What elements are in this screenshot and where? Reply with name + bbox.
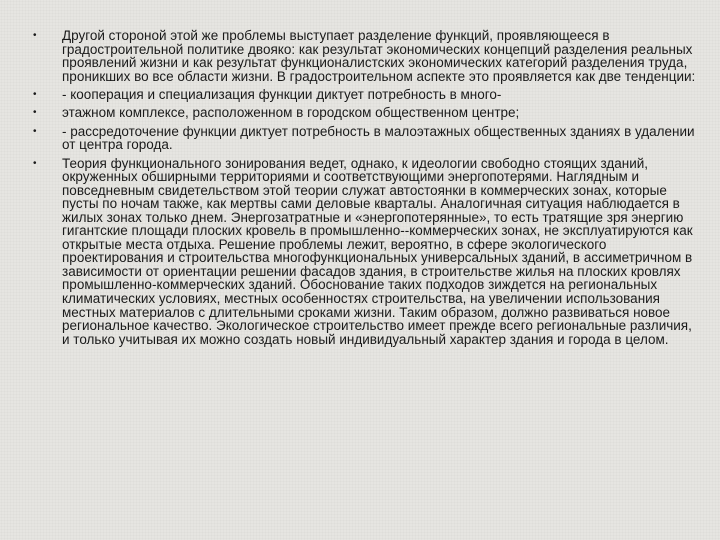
bullet-text: Другой стороной этой же проблемы выступает разделение функций, проявляющееся в градостроительной политике двояко: как результат экономических концепций разделения реальных проявлений жизни и как результат функционалистских экономических категорий разделения труда, проникших во все области жизни. В градостроительном аспекте это проявляется как две тенденции: — [62, 28, 696, 84]
bullet-text: Теория функционального зонирования ведет, однако, к идеологии свободно стоящих зданий, окруженных обширными территориями и соответствующими энергопотерями. Наглядным и повседневным свидетельством этой теории служат автостоянки в коммерческих зонах, которые пусты по ночам также, как мертвы сами деловые кварталы. Аналогичная ситуация наблюдается в жилых зонах только днем. Энергозатратные и «энергопотерянные», то есть тратящие зря энергию гигантские площади плоских кровель в промышленно--коммерческих зонах, не эксплуатируются как открытые места отдыха. Решение проблемы лежит, вероятно, в сфере экологического проектирования и строительства многофункциональных универсальных зданий, в ассиметричном в зависимости от ориентации решении фасадов здания, в строительстве жилья на плоских кровлях промышленно-коммерческих зданий. Обоснование таких подходов зиждется на региональных климатических условиях, местных особенностях строительства, на увеличении использования местных материалов с длительными сроками жизни. Таким образом, должно развиваться новое региональное качество. Экологическое строительство имеет прежде всего региональные различия, и только учитывая их можно создать новый индивидуальный характер здания и города в целом. — [62, 155, 693, 347]
bullet-icon: • — [33, 157, 37, 169]
bullet-item — [26, 29, 696, 83]
bullet-text: этажном комплексе, расположенном в городском общественном центре; — [62, 105, 520, 121]
bullet-text: - рассредоточение функции диктует потребность в малоэтажных общественных зданиях в удалении от центра города. — [62, 123, 695, 153]
bullet-icon: • — [33, 125, 37, 137]
bullet-list — [26, 29, 696, 351]
bullet-icon: • — [33, 30, 37, 41]
bullet-text: - кооперация и специализация функции диктует потребность в много- — [62, 86, 502, 102]
bullet-item — [26, 157, 696, 347]
bullet-icon: • — [33, 107, 37, 119]
bullet-item — [26, 106, 696, 120]
bullet-item — [26, 125, 696, 152]
bullet-icon: • — [33, 88, 37, 100]
bullet-item — [26, 88, 696, 102]
